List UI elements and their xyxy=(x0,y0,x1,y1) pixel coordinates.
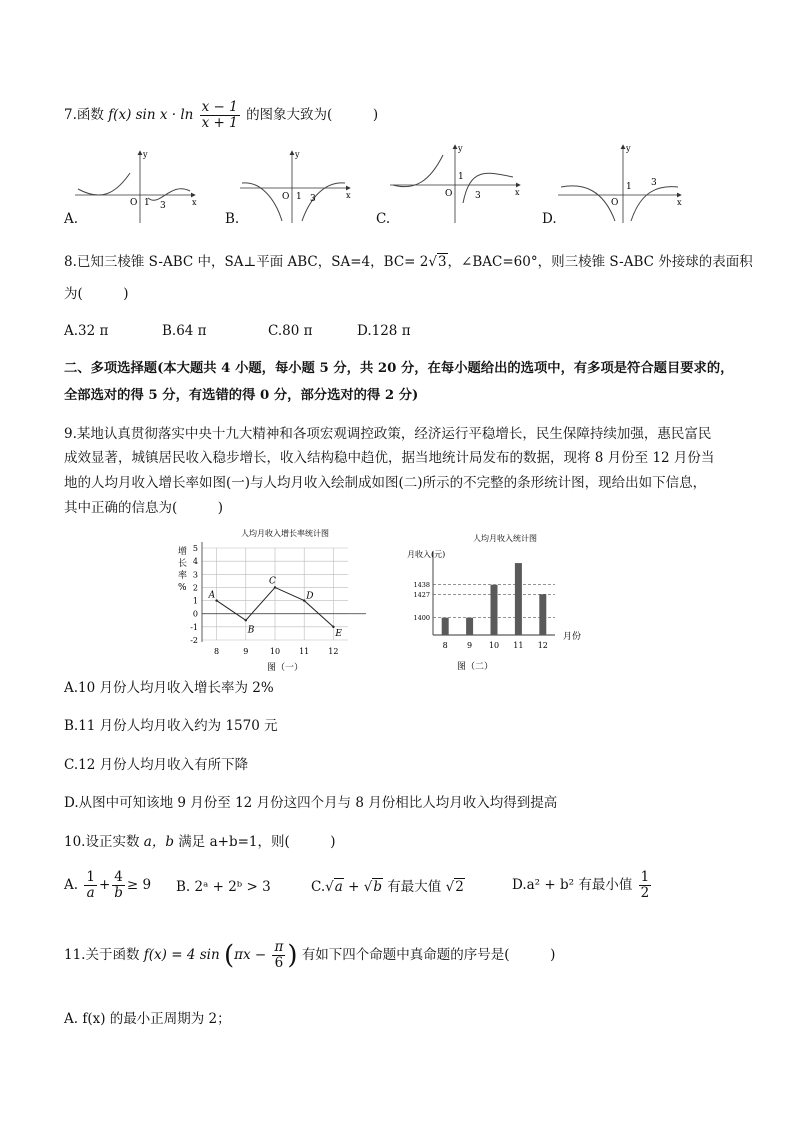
q10-a-label: A. xyxy=(64,877,79,893)
chart2-bar-8 xyxy=(442,618,449,635)
chart1-point-A xyxy=(215,599,217,601)
chart1-point-E xyxy=(332,626,334,628)
q11-frac-den: 6 xyxy=(274,955,284,971)
chart2-xtick-9: 9 xyxy=(467,641,473,650)
q9-option-a: A.10 月份人均月收入增长率为 2% xyxy=(64,680,274,696)
q11-inner: πx − xyxy=(234,947,267,963)
q10-c-sqrt3: 2 xyxy=(455,879,464,895)
q8-line1: 8.已知三棱锥 S-ABC 中，SA⊥平面 ABC，SA=4，BC= 2√3，∠BAC=60°，则三棱锥 S-ABC 外接球的表面积 xyxy=(64,254,753,270)
q7-prefix: 7.函数 xyxy=(64,107,104,123)
chart1-label-E: E xyxy=(335,628,342,639)
q10-option-d xyxy=(512,870,653,901)
chart1-label-A: A xyxy=(208,590,216,601)
q11-stem: 11.关于函数 f(x) = 4 sin (πx − $\frac{\pi}{6}$ ) 有如下四个命题中真命题的序号是( ) xyxy=(64,939,556,971)
chart1-ytick-0: 0 xyxy=(192,609,198,619)
chart1-title: 人均月收入增长率统计图 xyxy=(241,529,329,538)
q7-frac-den: x + 1 xyxy=(201,115,238,131)
graph-d xyxy=(558,144,682,223)
q10-vars: a，b xyxy=(143,834,174,850)
q10-option-c: C.√a + √b 有最大值 √2 xyxy=(311,879,464,895)
income-chart xyxy=(395,527,595,674)
q7-function: f(x) sin x · ln xyxy=(108,107,194,123)
q8-option-a: A.32 π xyxy=(64,323,109,339)
chart2-caption: 图（二） xyxy=(456,662,494,672)
q7-option-d: D. xyxy=(542,211,557,227)
chart1-xticks xyxy=(214,647,338,656)
q10-c-plus: + xyxy=(343,879,364,895)
chart1-ylabel: 增 长 率 % xyxy=(178,547,188,593)
chart2-xlabel: 月份 xyxy=(563,632,582,642)
q10-d-fn: 1 xyxy=(640,869,650,885)
chart1-ytick-5: 5 xyxy=(192,544,198,553)
q10-option-b: B. 2ᵃ + 2ᵇ > 3 xyxy=(176,879,271,895)
q10-c-label: C. xyxy=(311,879,326,895)
q7-graphs xyxy=(60,143,750,228)
chart1-xtick-9: 9 xyxy=(243,647,249,656)
q10-c-sqrt2: b xyxy=(373,879,382,895)
chart1-caption: 图（一） xyxy=(266,663,304,673)
graph-d-o: O xyxy=(611,198,619,208)
chart2-xtick-11: 11 xyxy=(513,641,524,650)
chart2-ytick-1400: 1400 xyxy=(413,614,430,623)
chart1-ytick-4: 4 xyxy=(192,557,198,567)
chart1-ytick--2: -2 xyxy=(190,636,198,645)
chart2-bar-10 xyxy=(491,585,498,635)
q11-prefix: 11.关于函数 xyxy=(64,947,140,963)
chart2-xtick-12: 12 xyxy=(537,641,548,650)
q11-option-a: A. f(x) 的最小正周期为 2； xyxy=(64,1011,231,1027)
chart2-bar-9 xyxy=(466,618,473,635)
q8-text-a: 8.已知三棱锥 S-ABC 中，SA⊥平面 ABC，SA=4，BC= 2 xyxy=(64,254,429,270)
chart1-label-D: D xyxy=(306,591,314,602)
q10-c-sqrt1: a xyxy=(334,879,343,895)
graph-b-3: 3 xyxy=(310,194,316,204)
q8-text-b: ，∠BAC=60°，则三棱锥 S-ABC 外接球的表面积 xyxy=(447,254,753,270)
chart1-xtick-10: 10 xyxy=(269,647,281,656)
chart2-xtick-8: 8 xyxy=(442,641,448,650)
chart2-bar-11 xyxy=(515,563,522,635)
chart1-label-B: B xyxy=(247,625,255,636)
q9-line2: 成效显著，城镇居民收入稳步增长，收入结构稳中趋优，据当地统计局发布的数据，现将 8 月份至 12 月份当 xyxy=(64,450,715,466)
chart1-ytick-1: 1 xyxy=(192,596,198,606)
q7-stem xyxy=(64,100,378,131)
graph-c-3: 3 xyxy=(475,191,481,201)
q11-function: f(x) = 4 sin xyxy=(143,947,220,963)
q9-option-b: B.11 月份人均月收入约为 1570 元 xyxy=(64,718,278,734)
graph-a-x: x xyxy=(192,198,197,207)
graph-c-1: 1 xyxy=(458,172,464,182)
chart1-ytick-2: 2 xyxy=(192,583,198,593)
q10-stem xyxy=(64,832,336,852)
q8-sqrt: 3 xyxy=(437,254,447,270)
graph-a-o: O xyxy=(130,198,138,208)
chart1-label-C: C xyxy=(269,576,276,587)
chart2-xtick-10: 10 xyxy=(488,641,500,650)
q9-option-d: D.从图中可知该地 9 月份至 12 月份这四个月与 8 月份相比人均月收入均得到提高 xyxy=(64,795,558,811)
graph-a xyxy=(75,150,197,223)
graph-b-o: O xyxy=(282,192,290,202)
chart1-yticks xyxy=(190,544,198,645)
q7-frac-num: x − 1 xyxy=(201,99,238,115)
q11-frac-num: π xyxy=(274,939,284,955)
graph-b xyxy=(240,150,351,223)
chart2-title: 人均月收入统计图 xyxy=(473,534,537,543)
chart1-xtick-12: 12 xyxy=(328,647,339,656)
growth-rate-chart xyxy=(170,522,380,674)
chart2-ylabel: 月收入(元) xyxy=(407,550,446,559)
q10-d-frac xyxy=(639,870,652,901)
graph-c-x: x xyxy=(515,188,520,197)
q10-a-frac1 xyxy=(84,870,97,901)
q9-line3: 地的人均月收入增长率如图(一)与人均月收入绘制成如图(二)所示的不完整的条形统计图，现给出如下信息， xyxy=(64,475,707,491)
q9-option-c: C.12 月份人均月收入有所下降 xyxy=(64,757,249,773)
graph-a-y: y xyxy=(143,150,148,159)
graph-c xyxy=(390,144,520,223)
q7-fraction xyxy=(200,100,240,131)
chart2-ytick-1427: 1427 xyxy=(413,590,430,599)
q10-a-plus: + xyxy=(98,877,111,893)
q11-suffix: 有如下四个命题中真命题的序号是( ) xyxy=(301,947,556,963)
q7-option-a: A. xyxy=(64,211,79,227)
chart2-bars xyxy=(442,563,548,650)
q8-line2: 为( ) xyxy=(64,286,129,302)
q8-option-d: D.128 π xyxy=(357,323,411,339)
chart1-point-D xyxy=(303,599,305,601)
section2-line2: 全部选对的得 5 分，有选错的得 0 分，部分选对的得 2 分) xyxy=(64,388,419,403)
q10-a-frac2 xyxy=(112,870,125,901)
q7-option-c: C. xyxy=(376,211,391,227)
q10-option-a xyxy=(64,870,151,901)
q8-option-c: C.80 π xyxy=(268,323,313,339)
q8-option-b: B.64 π xyxy=(162,323,207,339)
graph-c-o: O xyxy=(445,189,453,199)
q11-fraction xyxy=(272,940,285,971)
q9-line1: 9.某地认真贯彻落实中央十九大精神和各项宏观调控政策，经济运行平稳增长，民生保障持续加强，惠民富民 xyxy=(64,426,712,442)
chart2-bar-12 xyxy=(539,594,546,635)
q10-stem-a: 10.设正实数 xyxy=(64,834,140,850)
q10-c-text: 有最大值 xyxy=(382,879,446,895)
q10-a-tail: ≥ 9 xyxy=(126,877,152,893)
graph-b-x: x xyxy=(346,191,351,200)
graph-a-1: 1 xyxy=(144,198,150,208)
graph-d-1: 1 xyxy=(626,182,632,192)
q10-d-fd: 2 xyxy=(640,885,650,901)
q7-suffix: 的图象大致为( ) xyxy=(246,107,379,123)
graph-d-3: 3 xyxy=(651,178,657,188)
graph-d-x: x xyxy=(677,198,682,207)
q10-a-f1d: a xyxy=(86,885,95,901)
q10-stem-eq: a+b=1，则( ) xyxy=(209,834,336,850)
q9-line4: 其中正确的信息为( ) xyxy=(64,500,224,516)
graph-a-3: 3 xyxy=(160,201,166,211)
chart1-xtick-11: 11 xyxy=(299,647,310,656)
graph-d-y: y xyxy=(626,144,631,153)
q10-a-f1n: 1 xyxy=(86,869,95,885)
q10-a-f2n: 4 xyxy=(112,870,125,886)
q10-stem-b: 满足 xyxy=(178,834,206,850)
q10-a-f2d: b xyxy=(114,885,123,901)
chart1-xtick-8: 8 xyxy=(214,647,220,656)
graph-b-y: y xyxy=(295,150,300,159)
chart1-ytick-3: 3 xyxy=(192,570,198,580)
chart2-axes xyxy=(413,551,555,635)
chart1-ytick--1: -1 xyxy=(190,622,198,632)
graph-b-1: 1 xyxy=(296,192,302,202)
chart1-point-B xyxy=(245,619,247,621)
chart1-point-C xyxy=(274,586,276,588)
q10-d-text: D.a² + b² 有最小值 xyxy=(512,877,633,893)
chart2-ytick-1438: 1438 xyxy=(413,581,430,590)
graph-c-y: y xyxy=(458,144,463,153)
q7-option-b: B. xyxy=(225,211,240,227)
section2-line1: 二、多项选择题(本大题共 4 小题，每小题 5 分，共 20 分，在每小题给出的选项中，有多项是符合题目要求的， xyxy=(64,361,734,376)
